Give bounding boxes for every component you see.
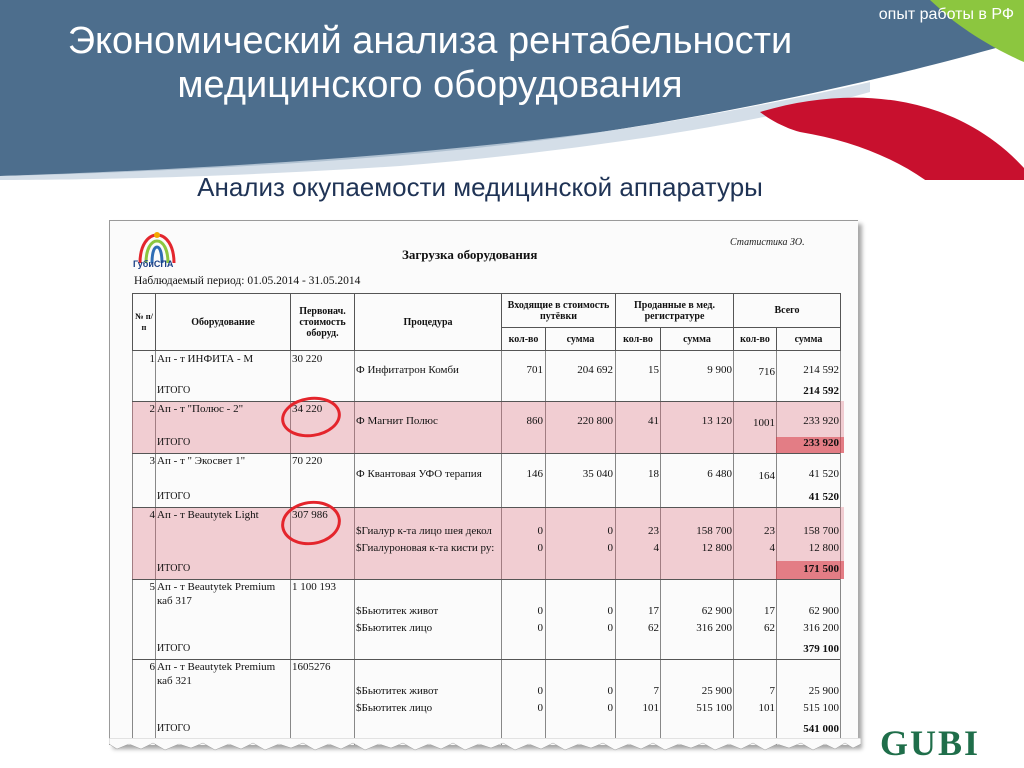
incoming-qty: 860 <box>526 415 543 427</box>
column-header-sold: Проданные в мед. регистратуре <box>615 293 734 328</box>
sold-sum: 25 900 <box>701 685 732 697</box>
group-total: 214 592 <box>803 385 839 397</box>
column-header-initial-cost: Первонач. стоимость оборуд. <box>290 293 355 351</box>
total-label: ИТОГО <box>157 385 191 396</box>
total-label: ИТОГО <box>157 437 191 448</box>
equipment-name: Ап - т "Полюс - 2" <box>157 403 244 415</box>
column-header-procedure: Процедура <box>354 293 502 351</box>
total-sum: 214 592 <box>803 364 839 376</box>
torn-edge <box>109 738 861 752</box>
total-sum: 233 920 <box>803 415 839 427</box>
equipment-room: каб 321 <box>157 675 192 687</box>
sold-sum: 158 700 <box>696 525 732 537</box>
total-qty: 23 <box>764 525 775 537</box>
sheet-logo-text: ГубиСПА <box>133 259 174 269</box>
equipment-name: Ап - т Beautytek Premium <box>157 581 276 593</box>
row-divider <box>132 401 840 402</box>
row-divider <box>132 453 840 454</box>
total-qty: 164 <box>758 470 775 482</box>
sold-sum: 12 800 <box>701 542 732 554</box>
equipment-name: Ап - т Beautytek Light <box>157 509 259 521</box>
procedure-name: $Бьютитек лицо <box>356 702 433 714</box>
sold-sum: 13 120 <box>701 415 732 427</box>
sold-sum: 62 900 <box>701 605 732 617</box>
row-divider <box>132 659 840 660</box>
sold-qty: 23 <box>648 525 659 537</box>
incoming-sum: 35 040 <box>582 468 613 480</box>
total-label: ИТОГО <box>157 723 191 734</box>
tagline: опыт работы в РФ <box>878 6 1014 23</box>
incoming-qty: 0 <box>537 685 543 697</box>
group-total: 379 100 <box>803 643 839 655</box>
initial-cost: 307 986 <box>292 509 328 521</box>
initial-cost: 30 220 <box>292 353 323 365</box>
page-title-line-1: Экономический анализа рентабельности <box>67 20 793 62</box>
total-sum: 515 100 <box>803 702 839 714</box>
sold-qty: 41 <box>648 415 659 427</box>
sold-sum: 316 200 <box>696 622 732 634</box>
procedure-name: $Гиалуроновая к-та кисти ру: <box>356 542 495 554</box>
column-header-in-qty: кол-во <box>501 327 546 351</box>
equipment-room: каб 317 <box>157 595 192 607</box>
incoming-sum: 0 <box>607 542 613 554</box>
equipment-name: Ап - т ИНФИТА - М <box>157 353 254 365</box>
sold-sum: 6 480 <box>707 468 732 480</box>
incoming-sum: 0 <box>607 605 613 617</box>
row-number: 5 <box>149 581 155 593</box>
procedure-name: Ф Квантовая УФО терапия <box>356 468 482 480</box>
column-header-sold-sum: сумма <box>660 327 734 351</box>
row-divider <box>132 507 840 508</box>
gubi-logo: GUBI <box>880 723 981 763</box>
incoming-qty: 0 <box>537 525 543 537</box>
sheet-title: Загрузка оборудования <box>402 247 538 262</box>
group-total: 171 500 <box>803 563 839 575</box>
sold-qty: 7 <box>653 685 659 697</box>
incoming-sum: 0 <box>607 702 613 714</box>
total-qty: 17 <box>764 605 775 617</box>
sold-sum: 515 100 <box>696 702 732 714</box>
group-total: 41 520 <box>808 491 839 503</box>
group-total: 233 920 <box>803 437 839 449</box>
column-header-total: Всего <box>733 293 841 328</box>
total-qty: 62 <box>764 622 775 634</box>
group-total: 541 000 <box>803 723 839 735</box>
section-subtitle: Анализ окупаемости медицинской аппаратуры <box>197 172 763 202</box>
row-number: 6 <box>149 661 155 673</box>
row-number: 1 <box>149 353 155 365</box>
sold-qty: 4 <box>653 542 659 554</box>
procedure-name: $Гиалур к-та лицо шея декол <box>356 525 492 537</box>
total-qty: 1001 <box>753 417 775 429</box>
observation-period: Наблюдаемый период: 01.05.2014 - 31.05.2014 <box>134 275 361 287</box>
row-divider <box>132 579 840 580</box>
total-qty: 7 <box>769 685 775 697</box>
incoming-qty: 0 <box>537 702 543 714</box>
total-label: ИТОГО <box>157 491 191 502</box>
incoming-sum: 0 <box>607 525 613 537</box>
total-sum: 25 900 <box>808 685 839 697</box>
red-ribbon <box>760 98 1024 180</box>
column-header-tot-sum: сумма <box>776 327 841 351</box>
incoming-qty: 0 <box>537 605 543 617</box>
total-label: ИТОГО <box>157 563 191 574</box>
incoming-sum: 204 692 <box>577 364 613 376</box>
total-qty: 716 <box>758 366 775 378</box>
sold-qty: 101 <box>642 702 659 714</box>
total-label: ИТОГО <box>157 643 191 654</box>
column-header-incoming: Входящие в стоимость путёвки <box>501 293 616 328</box>
sold-qty: 17 <box>648 605 659 617</box>
column-header-num: № п/п <box>132 293 156 351</box>
column-header-equipment: Оборудование <box>155 293 291 351</box>
incoming-qty: 0 <box>537 542 543 554</box>
row-number: 2 <box>149 403 155 415</box>
procedure-name: $Бьютитек лицо <box>356 622 433 634</box>
procedure-name: $Бьютитек живот <box>356 605 439 617</box>
total-sum: 12 800 <box>808 542 839 554</box>
sold-qty: 18 <box>648 468 659 480</box>
initial-cost: 1 100 193 <box>292 581 336 593</box>
equipment-name: Ап - т Beautytek Premium <box>157 661 276 673</box>
incoming-qty: 701 <box>526 364 543 376</box>
incoming-sum: 0 <box>607 622 613 634</box>
row-number: 4 <box>149 509 155 521</box>
report-sheet <box>109 220 858 745</box>
sheet-stamp: Статистика ЗО. <box>730 237 805 248</box>
sold-qty: 62 <box>648 622 659 634</box>
incoming-sum: 0 <box>607 685 613 697</box>
column-header-sold-qty: кол-во <box>615 327 661 351</box>
total-sum: 158 700 <box>803 525 839 537</box>
sold-sum: 9 900 <box>707 364 732 376</box>
sold-qty: 15 <box>648 364 659 376</box>
incoming-sum: 220 800 <box>577 415 613 427</box>
procedure-name: Ф Инфитатрон Комби <box>356 364 459 376</box>
procedure-name: Ф Магнит Полюс <box>356 415 438 427</box>
page-title-line-2: медицинского оборудования <box>177 64 683 106</box>
equipment-name: Ап - т " Экосвет 1" <box>157 455 246 467</box>
total-qty: 101 <box>758 702 775 714</box>
column-header-in-sum: сумма <box>545 327 616 351</box>
row-number: 3 <box>149 455 155 467</box>
total-sum: 41 520 <box>808 468 839 480</box>
column-header-tot-qty: кол-во <box>733 327 777 351</box>
total-sum: 316 200 <box>803 622 839 634</box>
total-sum: 62 900 <box>808 605 839 617</box>
initial-cost: 34 220 <box>292 403 323 415</box>
incoming-qty: 146 <box>526 468 543 480</box>
initial-cost: 1605276 <box>292 661 331 673</box>
total-qty: 4 <box>769 542 775 554</box>
incoming-qty: 0 <box>537 622 543 634</box>
initial-cost: 70 220 <box>292 455 323 467</box>
procedure-name: $Бьютитек живот <box>356 685 439 697</box>
